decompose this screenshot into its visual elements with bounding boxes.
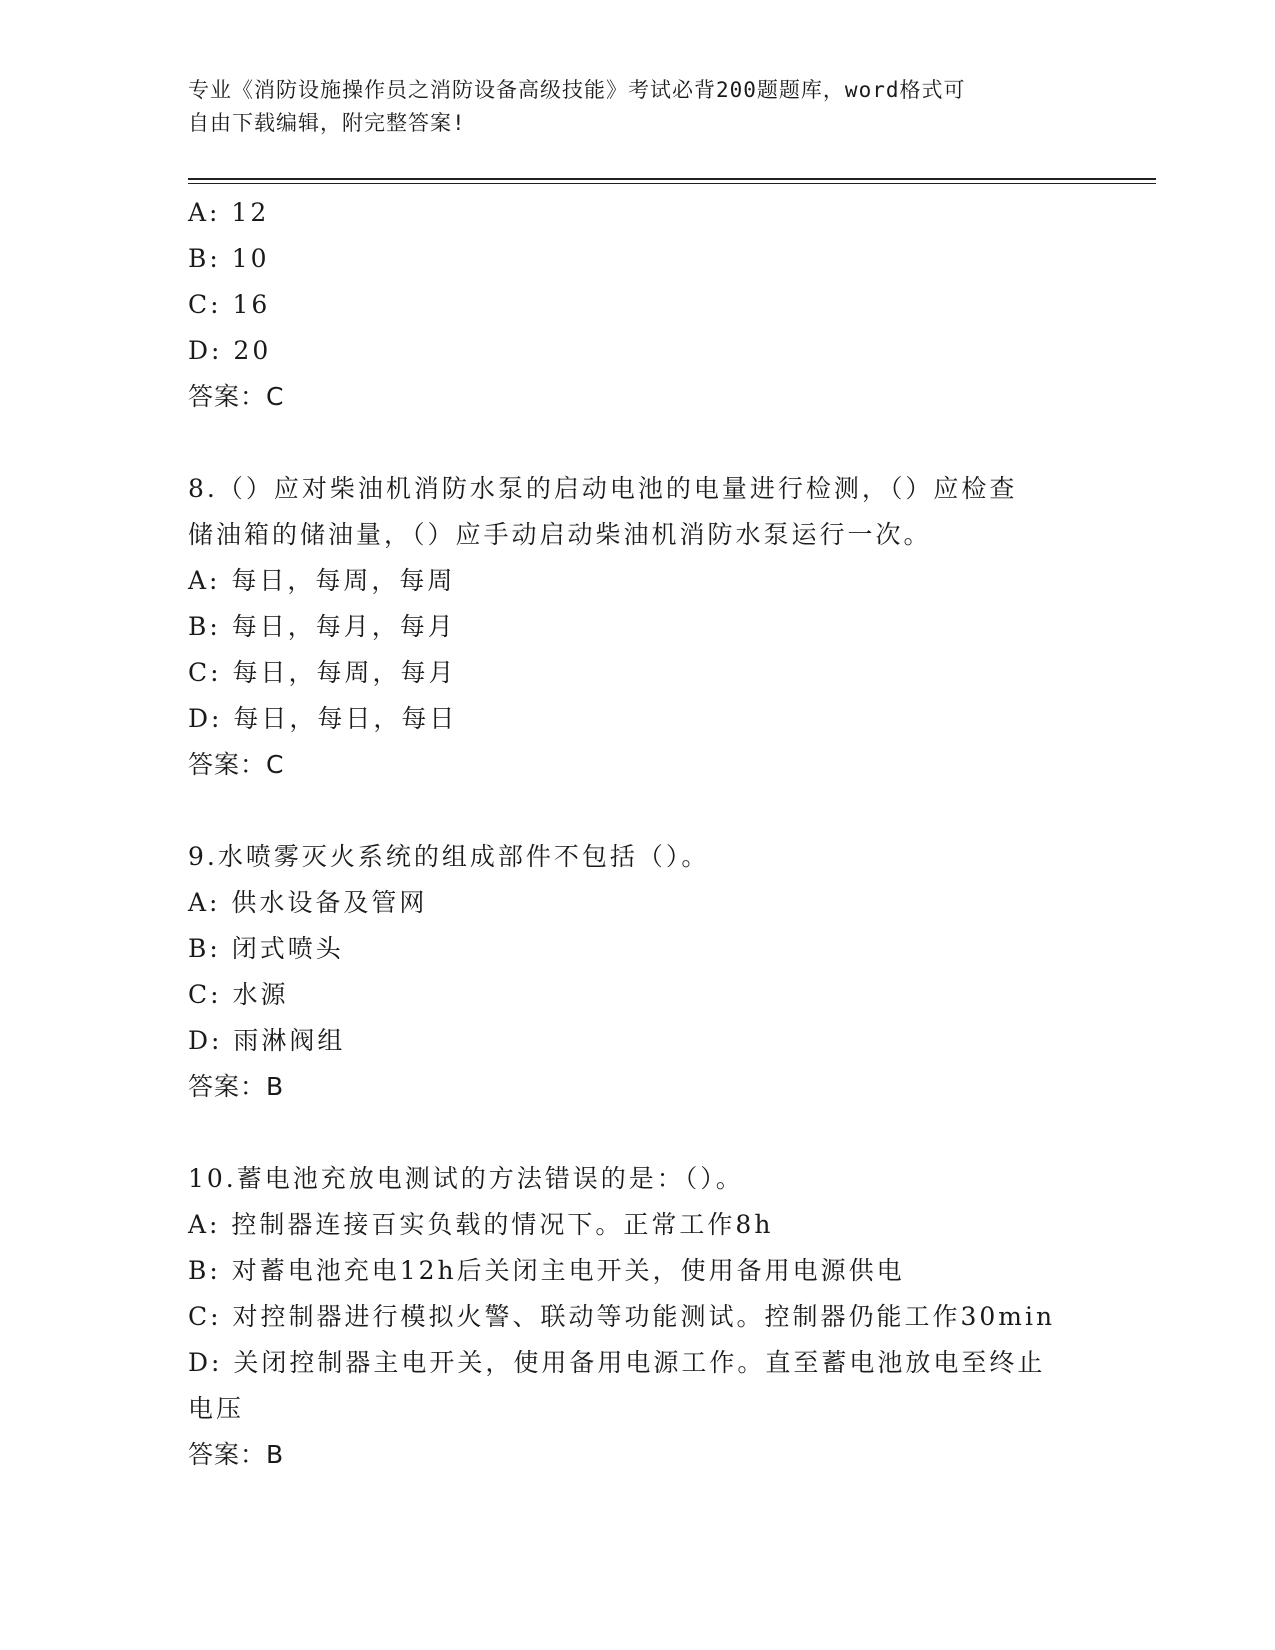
option-c: C: 每日，每周，每月 <box>188 658 457 687</box>
spacer <box>188 1110 1088 1156</box>
header-line-2: 自由下载编辑，附完整答案! <box>188 111 466 135</box>
option-d: D: 关闭控制器主电开关，使用备用电源工作。直至蓄电池放电至终止 <box>188 1348 1046 1377</box>
option-c: C: 对控制器进行模拟火警、联动等功能测试。控制器仍能工作30min <box>188 1302 1056 1331</box>
option-b: B: 每日，每月，每月 <box>188 612 456 641</box>
question-stem: 10.蓄电池充放电测试的方法错误的是：（）。 <box>188 1164 744 1193</box>
question-list <box>188 190 1088 1478</box>
option-b: B: 闭式喷头 <box>188 934 344 963</box>
option-c: C: 16 <box>188 290 271 319</box>
header-line-1: 专业《消防设施操作员之消防设备高级技能》考试必背200题题库，word格式可 <box>188 78 966 102</box>
answer: 答案：C <box>188 382 285 411</box>
question-stem: 8.（）应对柴油机消防水泵的启动电池的电量进行检测，（）应检查 <box>188 474 1018 503</box>
question-10 <box>188 1156 1088 1478</box>
option-d: D: 20 <box>188 336 272 365</box>
option-d: D: 雨淋阀组 <box>188 1026 346 1055</box>
option-a: A: 12 <box>188 198 270 227</box>
question-stem-cont: 储油箱的储油量，（）应手动启动柴油机消防水泵运行一次。 <box>188 520 932 549</box>
option-a: A: 控制器连接百实负载的情况下。正常工作8h <box>188 1210 774 1239</box>
option-b: B: 对蓄电池充电12h后关闭主电开关，使用备用电源供电 <box>188 1256 905 1285</box>
option-c: C: 水源 <box>188 980 289 1009</box>
option-a: A: 供水设备及管网 <box>188 888 428 917</box>
option-d-cont: 电压 <box>188 1394 245 1423</box>
header-rule-thick <box>188 178 1156 180</box>
answer: 答案：B <box>188 1440 285 1469</box>
question-9 <box>188 834 1088 1110</box>
spacer <box>188 788 1088 834</box>
answer: 答案：B <box>188 1072 285 1101</box>
option-d: D: 每日，每日，每日 <box>188 704 458 733</box>
question-8 <box>188 466 1088 788</box>
option-a: A: 每日，每周，每周 <box>188 566 456 595</box>
document-header <box>188 74 1088 140</box>
answer: 答案：C <box>188 750 285 779</box>
option-b: B: 10 <box>188 244 270 273</box>
header-rule-thin <box>188 183 1156 184</box>
spacer <box>188 420 1088 466</box>
question-7 <box>188 190 1088 420</box>
question-stem: 9.水喷雾灭火系统的组成部件不包括（）。 <box>188 842 710 871</box>
